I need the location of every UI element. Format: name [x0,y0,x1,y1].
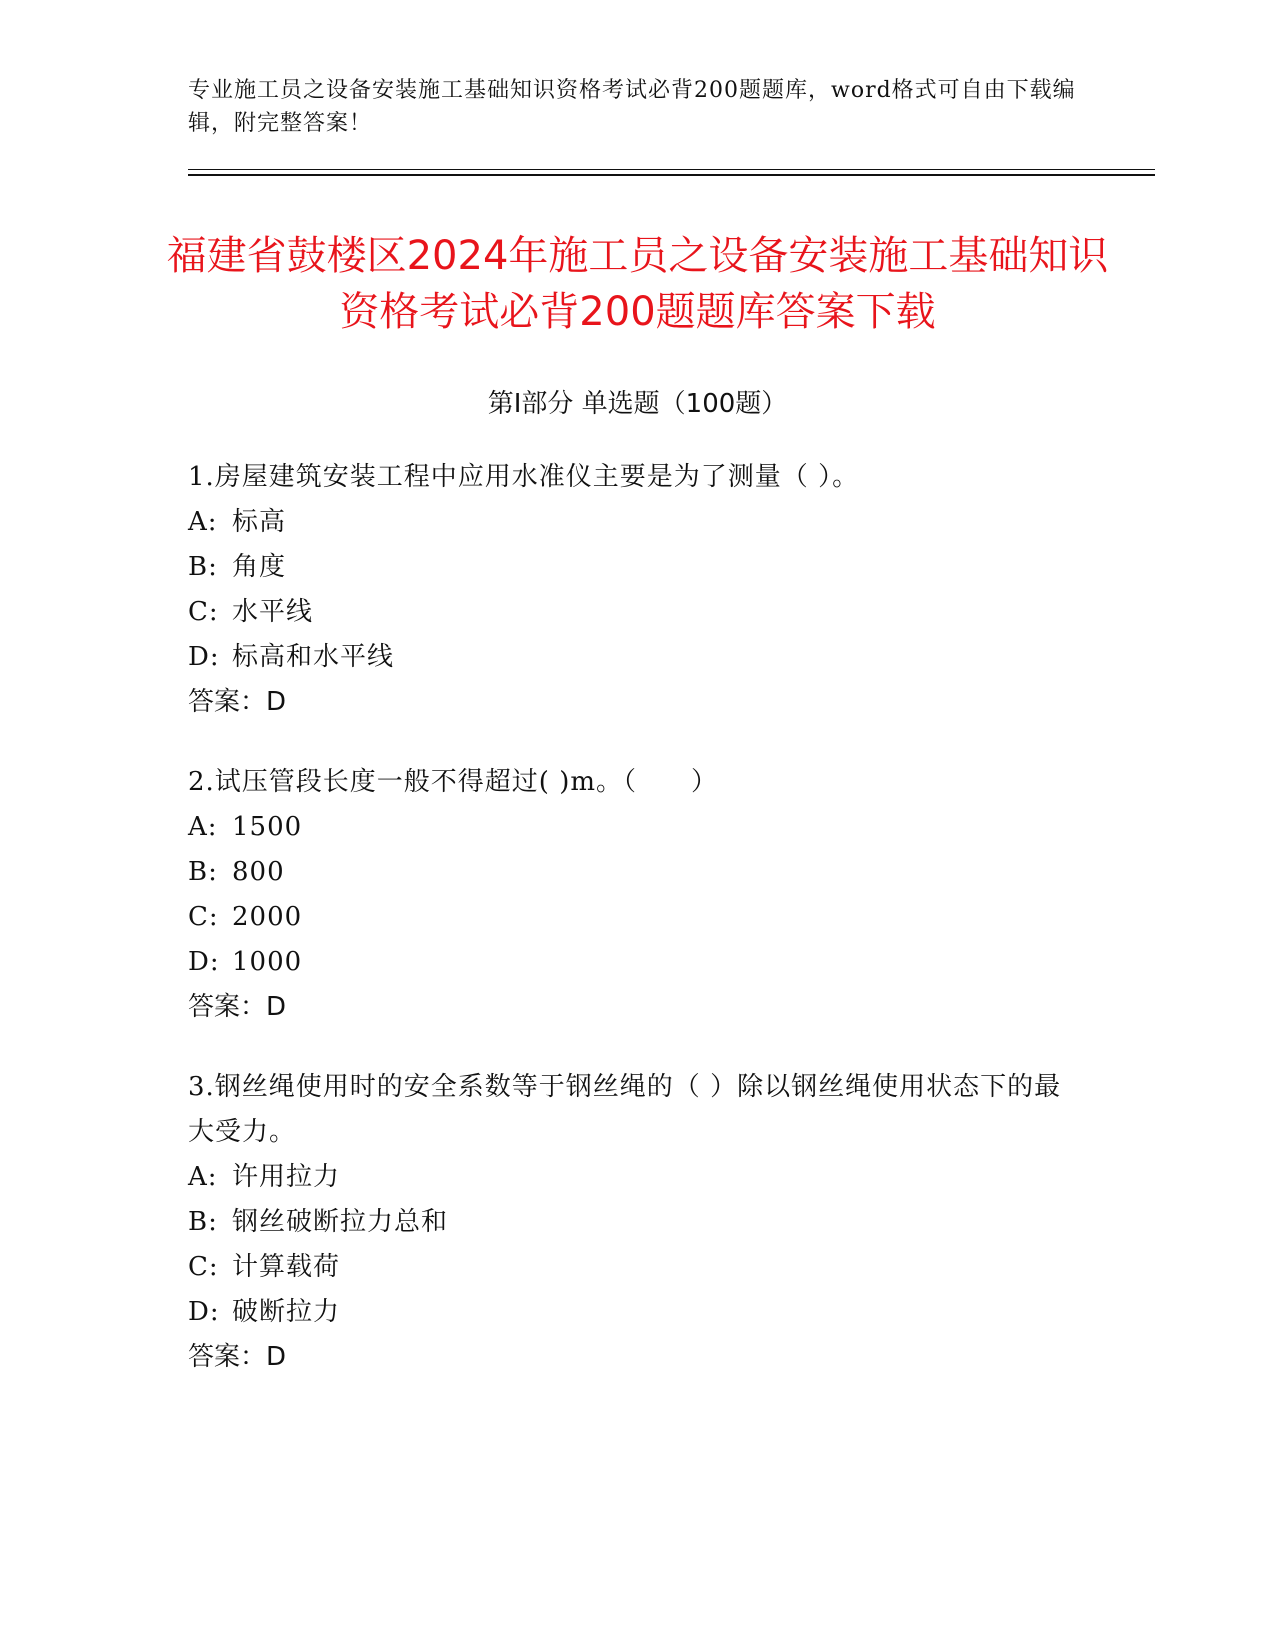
option-letter: D: [188,947,220,977]
answer: 答案：D [188,687,287,717]
header-rule-thick [188,174,1155,176]
option-text: 1500 [232,812,303,842]
option-text: 标高 [232,507,287,537]
option-b [188,850,1088,895]
option-letter: A: [188,1162,218,1192]
answer: 答案：D [188,992,287,1022]
option-letter: D: [188,1297,220,1327]
question-stem: 1.房屋建筑安装工程中应用水准仪主要是为了测量（ ）。 [188,462,860,492]
option-letter: A: [188,812,218,842]
option-text: 水平线 [232,597,314,627]
answer: 答案：D [188,1342,287,1372]
option-letter: D: [188,642,220,672]
option-letter: A: [188,507,218,537]
option-text: 1000 [232,947,303,977]
option-text: 2000 [232,902,303,932]
option-letter: C: [188,1252,219,1282]
option-c [188,895,1088,940]
option-letter: B: [188,552,218,582]
header-rule-thin [188,169,1155,170]
option-text: 标高和水平线 [232,642,395,672]
document-title: 福建省鼓楼区2024年施工员之设备安装施工基础知识资格考试必背200题题库答案下载 [166,233,1109,335]
option-d [188,940,1088,985]
question-3 [188,1065,1088,1380]
question-1 [188,455,1088,725]
option-letter: B: [188,1207,218,1237]
option-c [188,590,1088,635]
option-letter: B: [188,857,218,887]
option-text: 角度 [232,552,287,582]
option-text: 计算载荷 [232,1252,341,1282]
option-text: 破断拉力 [232,1297,341,1327]
option-b [188,1200,1088,1245]
option-d [188,1290,1088,1335]
option-letter: C: [188,597,219,627]
section-heading: 第Ⅰ部分 单选题（100题） [487,389,788,419]
option-text: 许用拉力 [232,1162,341,1192]
option-d [188,635,1088,680]
option-letter: C: [188,902,219,932]
header-note: 专业施工员之设备安装施工基础知识资格考试必背200题题库，word格式可自由下载编辑，附完整答案！ [188,78,1076,136]
question-stem: 2.试压管段长度一般不得超过( )m。（ ） [188,767,719,797]
option-text: 800 [232,857,285,887]
option-a [188,500,1088,545]
question-2 [188,760,1088,1030]
question-stem: 3.钢丝绳使用时的安全系数等于钢丝绳的（ ）除以钢丝绳使用状态下的最大受力。 [188,1072,1062,1147]
option-b [188,545,1088,590]
option-text: 钢丝破断拉力总和 [232,1207,449,1237]
option-c [188,1245,1088,1290]
option-a [188,1155,1088,1200]
option-a [188,805,1088,850]
